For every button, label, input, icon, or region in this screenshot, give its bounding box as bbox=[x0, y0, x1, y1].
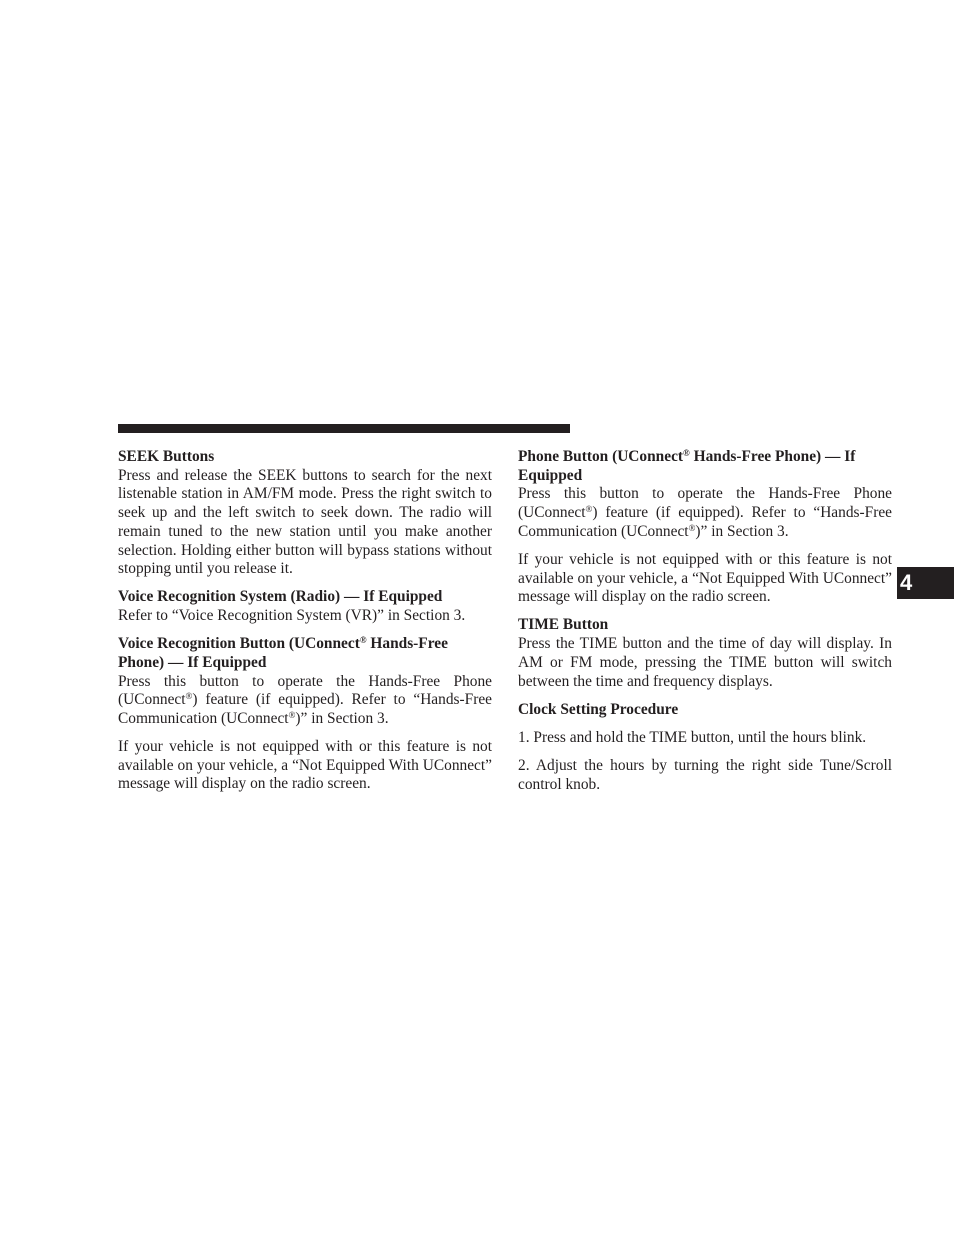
phone-button-section bbox=[518, 448, 892, 542]
vr-button-note: If your vehicle is not equipped with or this feature is not available on your vehicle, a “Not Equipped With UConnect” message will display on the radio screen. bbox=[118, 738, 492, 793]
phone-button-body: Press this button to operate the Hands-Free Phone (UConnect®) feature (if equipped). Refer to “Hands-Free Communication (UConnect®)” in Section 3. bbox=[518, 485, 892, 540]
vr-system-body: Refer to “Voice Recognition System (VR)” in Section 3. bbox=[118, 607, 466, 625]
clock-step-2 bbox=[518, 757, 892, 794]
clock-step-2-text: 2. Adjust the hours by turning the right side Tune/Scroll control knob. bbox=[518, 756, 892, 793]
vr-system-heading: Voice Recognition System (Radio) — If Equipped bbox=[118, 588, 443, 606]
clock-step-1 bbox=[518, 729, 892, 748]
vr-system-section bbox=[118, 588, 492, 625]
phone-button-heading: Phone Button (UConnect® Hands-Free Phone) — If Equipped bbox=[518, 448, 856, 484]
chapter-tab: 4 bbox=[897, 567, 954, 599]
time-button-heading: TIME Button bbox=[518, 616, 609, 634]
vr-button-note-section bbox=[118, 738, 492, 794]
registered-mark: ® bbox=[288, 709, 296, 720]
vr-button-heading: Voice Recognition Button (UConnect® Hands-Free Phone) — If Equipped bbox=[118, 635, 448, 671]
clock-setting-heading: Clock Setting Procedure bbox=[518, 700, 679, 718]
left-column bbox=[118, 448, 492, 804]
clock-setting-section bbox=[518, 701, 892, 720]
vr-button-section bbox=[118, 635, 492, 729]
time-button-body: Press the TIME button and the time of day will display. In AM or FM mode, pressing the TIME button will switch between the time and frequency displays. bbox=[518, 635, 892, 690]
registered-mark: ® bbox=[688, 522, 696, 533]
registered-mark: ® bbox=[185, 691, 193, 702]
phone-button-note-section bbox=[518, 551, 892, 607]
clock-step-1-text: 1. Press and hold the TIME button, until the hours blink. bbox=[518, 728, 867, 746]
registered-mark: ® bbox=[585, 504, 593, 515]
registered-mark: ® bbox=[683, 448, 690, 458]
seek-buttons-section bbox=[118, 448, 492, 579]
registered-mark: ® bbox=[359, 635, 367, 646]
right-column bbox=[518, 448, 892, 804]
vr-button-body: Press this button to operate the Hands-Free Phone (UConnect®) feature (if equipped). Refer to “Hands-Free Communication (UConnect®)” in Section 3. bbox=[118, 672, 492, 727]
time-button-section bbox=[518, 616, 892, 691]
section-divider-bar bbox=[118, 424, 570, 433]
phone-button-note: If your vehicle is not equipped with or this feature is not available on your vehicle, a “Not Equipped With UConnect” message will display on the radio screen. bbox=[518, 550, 892, 606]
seek-buttons-heading: SEEK Buttons bbox=[118, 448, 215, 465]
seek-buttons-body: Press and release the SEEK buttons to search for the next listenable station in AM/FM mode. Press the right switch to seek up and the left switch to seek down. The radio will remain tuned to the new station until you make another selection. Holding either button will bypass stations without stopping until you release it. bbox=[118, 466, 492, 578]
